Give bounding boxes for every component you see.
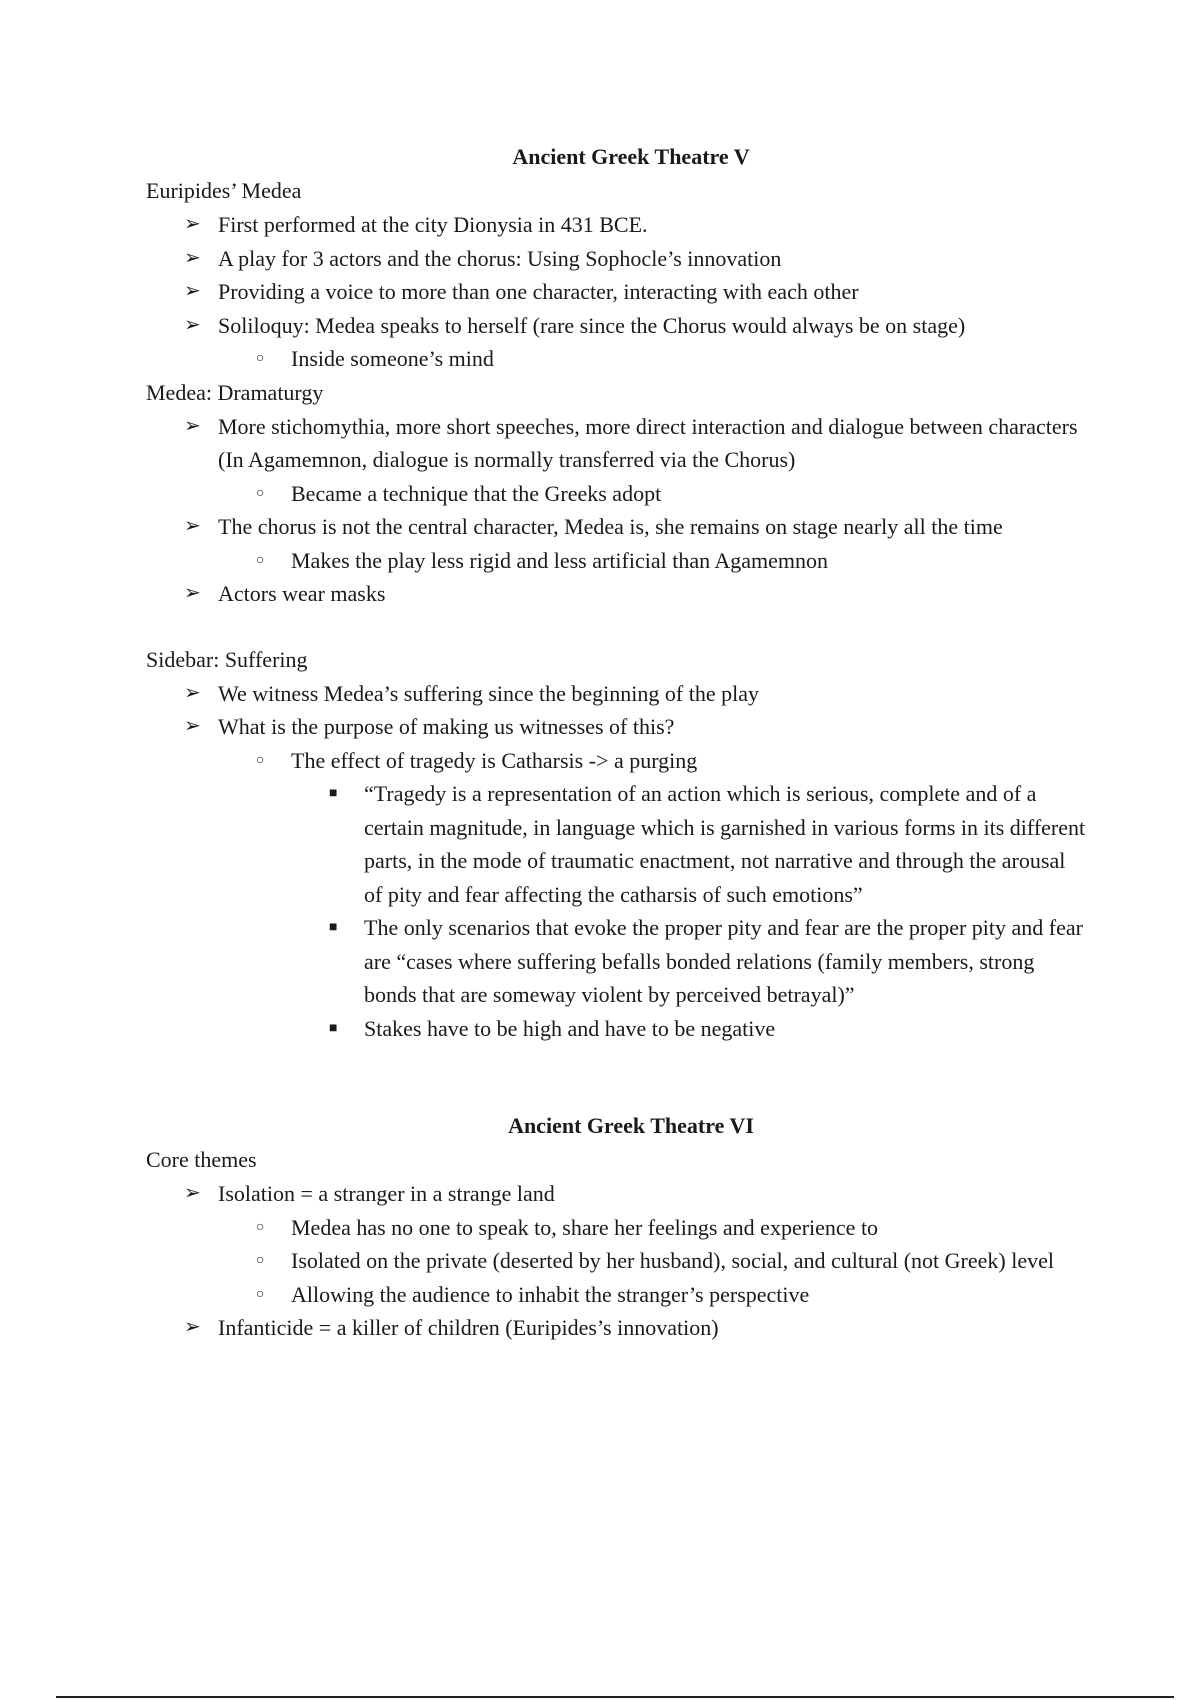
list-item: ➢ We witness Medea’s suffering since the beginning of the play [146, 677, 1086, 711]
list-item: ○ Became a technique that the Greeks adopt [146, 477, 1086, 511]
arrow-bullet-icon: ➢ [184, 246, 201, 269]
square-bullet-icon: ■ [329, 920, 338, 935]
list-item: ○ Makes the play less rigid and less artificial than Agamemnon [146, 544, 1086, 578]
arrow-bullet-icon: ➢ [184, 280, 201, 302]
list-item: ■ The only scenarios that evoke the proper pity and fear are the proper pity and fear are “cases where suffering befalls bonded relations (family members, strong bonds that are someway violent by perceived betrayal)” [146, 911, 1086, 1012]
list-item: ➢ Actors wear masks [146, 577, 1086, 611]
list-item: ○ Inside someone’s mind [146, 342, 1086, 376]
list-item: ➢ Soliloquy: Medea speaks to herself (rare since the Chorus would always be on stage) [146, 309, 1086, 343]
arrow-bullet-icon: ➢ [184, 715, 201, 737]
heading-medea-dramaturgy: Medea: Dramaturgy [146, 379, 324, 405]
arrow-bullet-icon: ➢ [184, 515, 201, 537]
spacer [146, 1045, 1086, 1109]
circle-bullet-icon: ○ [256, 552, 265, 568]
footer-divider [56, 1696, 1174, 1698]
arrow-bullet-icon: ➢ [184, 414, 201, 437]
list-item: ○ Isolated on the private (deserted by her husband), social, and cultural (not Greek) level [146, 1244, 1086, 1278]
list-item: ➢ First performed at the city Dionysia in 431 BCE. [146, 208, 1086, 242]
arrow-bullet-icon: ➢ [184, 1182, 201, 1204]
list-item: ➢ Infanticide = a killer of children (Euripides’s innovation) [146, 1311, 1086, 1345]
arrow-bullet-icon: ➢ [184, 582, 201, 604]
heading-sidebar-suffering: Sidebar: Suffering [146, 646, 308, 672]
arrow-bullet-icon: ➢ [184, 313, 201, 336]
list-item: ○ Medea has no one to speak to, share her feelings and experience to [146, 1211, 1086, 1245]
section-title-theatre-v: Ancient Greek Theatre V [512, 144, 750, 169]
square-bullet-icon: ■ [329, 1020, 338, 1036]
arrow-bullet-icon: ➢ [184, 1316, 201, 1338]
circle-bullet-icon: ○ [256, 752, 265, 768]
medea-list [146, 208, 1086, 376]
heading-euripides-medea: Euripides’ Medea [146, 178, 302, 203]
list-item: ➢ What is the purpose of making us witnesses of this? [146, 710, 1086, 744]
square-bullet-icon: ■ [329, 786, 338, 801]
circle-bullet-icon: ○ [256, 485, 265, 501]
list-item: ○ Allowing the audience to inhabit the stranger’s perspective [146, 1278, 1086, 1312]
circle-bullet-icon: ○ [256, 1219, 265, 1235]
dramaturgy-list [146, 410, 1086, 611]
document-content [146, 140, 1086, 1345]
list-item: ➢ A play for 3 actors and the chorus: Using Sophocle’s innovation [146, 242, 1086, 276]
section-title-theatre-vi: Ancient Greek Theatre VI [508, 1113, 754, 1138]
list-item: ○ The effect of tragedy is Catharsis -> a purging [146, 744, 1086, 778]
spacer [146, 611, 1086, 643]
list-item: ➢ Isolation = a stranger in a strange land [146, 1177, 1086, 1211]
arrow-bullet-icon: ➢ [184, 213, 201, 235]
list-item: ■ Stakes have to be high and have to be negative [146, 1012, 1086, 1046]
arrow-bullet-icon: ➢ [184, 681, 201, 704]
list-item: ➢ More stichomythia, more short speeches, more direct interaction and dialogue between characters (In Agamemnon, dialogue is normally transferred via the Chorus) [146, 410, 1086, 477]
heading-core-themes: Core themes [146, 1147, 257, 1172]
list-item: ➢ The chorus is not the central character, Medea is, she remains on stage nearly all the time [146, 510, 1086, 544]
suffering-list [146, 677, 1086, 1046]
list-item: ■ “Tragedy is a representation of an action which is serious, complete and of a certain magnitude, in language which is garnished in various forms in its different parts, in the mode of traumatic enactment, not narrative and through the arousal of pity and fear affecting the catharsis of such emotions” [146, 777, 1086, 911]
core-themes-list [146, 1177, 1086, 1345]
list-item: ➢ Providing a voice to more than one character, interacting with each other [146, 275, 1086, 309]
circle-bullet-icon: ○ [256, 1253, 265, 1268]
circle-bullet-icon: ○ [256, 1286, 265, 1302]
circle-bullet-icon: ○ [256, 351, 265, 366]
